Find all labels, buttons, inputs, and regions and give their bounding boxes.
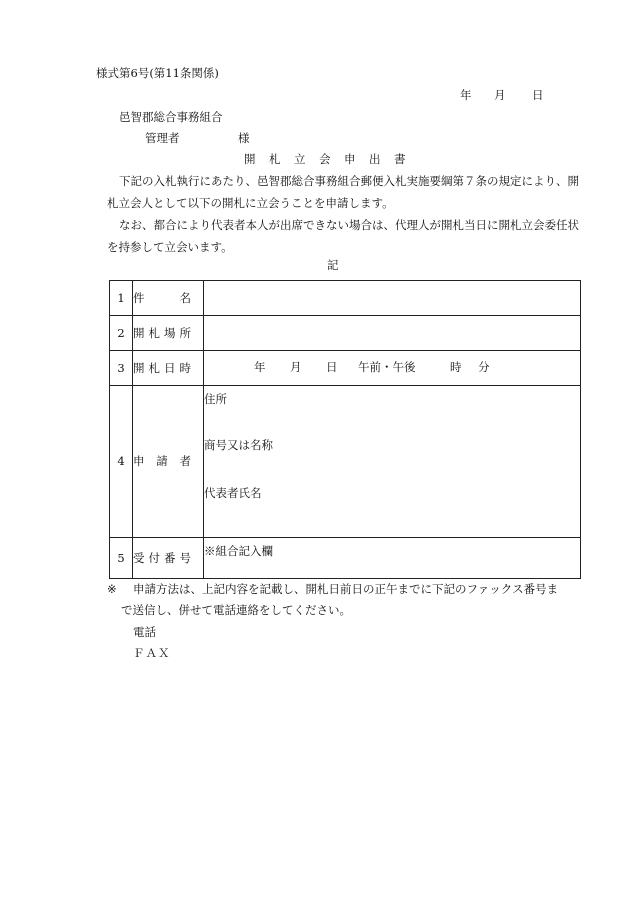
- note-line-2: で送信し、併せて電話連絡をしてください。: [121, 603, 351, 617]
- label-char: 開: [133, 360, 145, 375]
- label-char: 所: [179, 325, 191, 340]
- subject-field[interactable]: [204, 281, 581, 316]
- row-number: 5: [110, 538, 133, 579]
- body-paragraph-2: なお、都合により代表者本人が出席できない場合は、代理人が開札当日に開札立会委任状を持参して立会います。: [107, 218, 579, 254]
- body-paragraph-1: 下記の入札執行にあたり、邑智郡総合事務組合郵便入札実施要綱第７条の規定により、開札立会人として以下の開札に立会うことを申請します。: [107, 174, 579, 210]
- label-char: 名: [179, 290, 191, 305]
- opening-place-field[interactable]: [204, 316, 581, 351]
- table-row: [110, 538, 581, 579]
- label-char: 札: [148, 325, 160, 340]
- datetime-day: 日: [326, 360, 338, 374]
- receipt-note: ※組合記入欄: [204, 544, 273, 558]
- label-char: 番: [164, 550, 176, 565]
- row-label: [133, 281, 204, 316]
- applicant-field[interactable]: [204, 386, 581, 538]
- label-char: 日: [164, 360, 176, 375]
- receipt-number-field: [204, 538, 581, 579]
- table-row: [110, 351, 581, 386]
- datetime-minute: 分: [478, 360, 490, 374]
- label-char: 付: [148, 550, 160, 565]
- label-char: 開: [133, 325, 145, 340]
- addressee-honorific: 様: [238, 131, 250, 145]
- row-label: [133, 538, 204, 579]
- datetime-year: 年: [254, 360, 266, 374]
- addressee-manager: 管理者: [145, 131, 180, 145]
- table-row: [110, 386, 581, 538]
- label-char: 号: [179, 550, 191, 565]
- datetime-month: 月: [290, 360, 302, 374]
- row-label: [133, 386, 204, 538]
- applicant-representative-label: 代表者氏名: [204, 486, 262, 500]
- ki-heading: 記: [327, 258, 339, 272]
- phone-label: 電話: [133, 625, 156, 639]
- row-label: [133, 351, 204, 386]
- row-number: 3: [110, 351, 133, 386]
- label-char: 者: [179, 454, 191, 469]
- row-number: 2: [110, 316, 133, 351]
- addressee-organization: 邑智郡総合事務組合: [119, 110, 223, 124]
- applicant-trade-name-label: 商号又は名称: [204, 438, 273, 452]
- label-char: 時: [179, 360, 191, 375]
- fax-label: ＦＡＸ: [133, 646, 171, 660]
- label-char: 場: [164, 325, 176, 340]
- applicant-address-label: 住所: [204, 392, 227, 406]
- date-month-label: 月: [494, 88, 506, 102]
- label-char: 受: [133, 550, 145, 565]
- date-year-label: 年: [460, 88, 472, 102]
- date-day-label: 日: [532, 88, 544, 102]
- label-char: 札: [148, 360, 160, 375]
- table-row: [110, 316, 581, 351]
- row-number: 4: [110, 386, 133, 538]
- opening-datetime-field[interactable]: [204, 351, 581, 386]
- datetime-ampm: 午前・午後: [358, 360, 416, 374]
- application-table: [109, 280, 581, 579]
- document-title: 開 札 立 会 申 出 書: [244, 152, 407, 166]
- datetime-hour: 時: [450, 360, 462, 374]
- label-char: 申: [133, 454, 145, 469]
- table-row: [110, 281, 581, 316]
- label-char: 件: [133, 290, 145, 305]
- note-mark: ※: [107, 582, 117, 596]
- form-number: 様式第6号(第11条関係): [96, 66, 219, 80]
- note-line-1: 申請方法は、上記内容を記載し、開札日前日の正午までに下記のファックス番号ま: [133, 582, 559, 596]
- row-label: [133, 316, 204, 351]
- label-char: 請: [156, 454, 168, 469]
- row-number: 1: [110, 281, 133, 316]
